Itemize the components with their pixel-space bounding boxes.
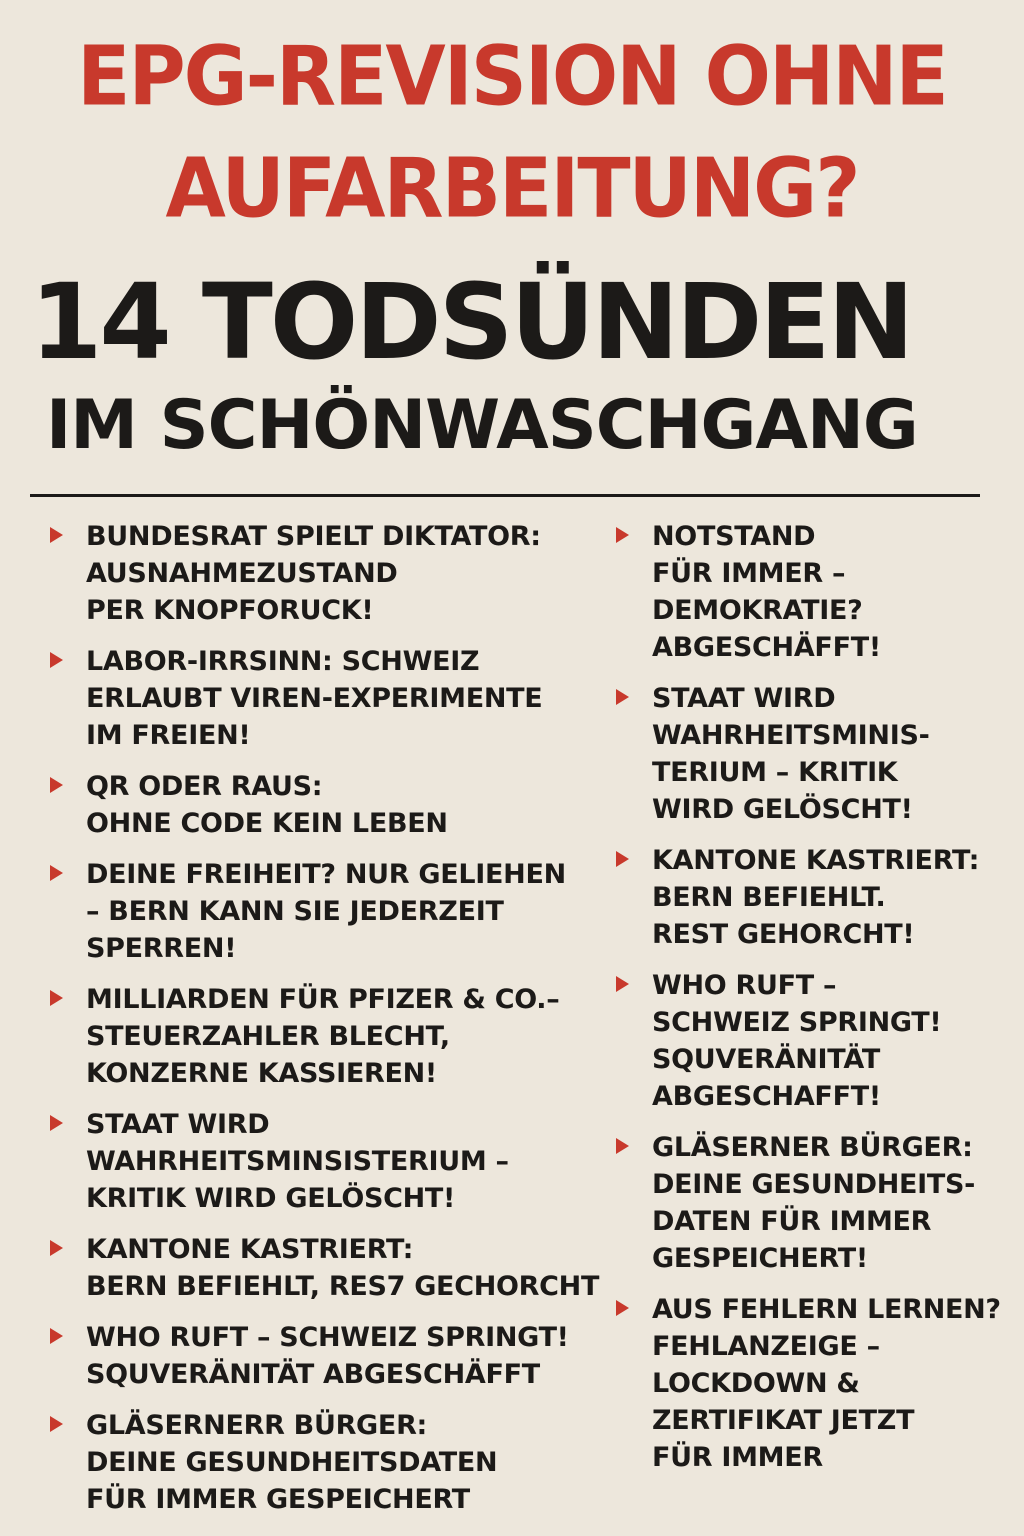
triangle-bullet-icon: [50, 777, 63, 793]
list-item: [50, 981, 610, 1092]
list-item-text: STAAT WIRD WAHRHEITSMINSISTERIUM – KRITIK WIRD GELÖSCHT!: [86, 1109, 509, 1214]
list-item-text: BUNDESRAT SPIELT DIKTATOR: AUSNAHMEZUSTAND PER KNOPFORUCK!: [86, 521, 541, 626]
triangle-bullet-icon: [616, 976, 629, 992]
list-item-text: KANTONE KASTRIERT: BERN BEFIEHLT, RES7 GECHORCHT: [86, 1234, 600, 1302]
list-item: [50, 1319, 610, 1393]
list-item: [50, 856, 610, 967]
list-item-text: LABOR-IRRSINN: SCHWEIZ ERLAUBT VIREN-EXPERIMENTE IM FREIEN!: [86, 646, 543, 751]
main-title: 14 TODSÜNDEN: [30, 261, 912, 383]
triangle-bullet-icon: [50, 1328, 63, 1344]
list-item-text: NOTSTAND FÜR IMMER – DEMOKRATIE? ABGESCHÄFFT!: [652, 521, 881, 663]
triangle-bullet-icon: [616, 851, 629, 867]
triangle-bullet-icon: [616, 1300, 629, 1316]
list-item: [616, 1291, 1001, 1476]
triangle-bullet-icon: [50, 1115, 63, 1131]
sub-title: IM SCHÖNWASCHGANG: [46, 386, 918, 465]
list-item: [616, 518, 1001, 666]
list-item: [616, 680, 1001, 828]
list-item: [50, 518, 610, 629]
list-item-text: MILLIARDEN FÜR PFIZER & CO.– STEUERZAHLER BLECHT, KONZERNE KASSIEREN!: [86, 984, 560, 1089]
triangle-bullet-icon: [50, 652, 63, 668]
list-item: [50, 1407, 610, 1518]
list-item: [50, 1106, 610, 1217]
list-item-text: STAAT WIRD WAHRHEITSMINIS- TERIUM – KRITIK WIRD GELÖSCHT!: [652, 683, 930, 825]
list-item-text: WHO RUFT – SCHWEIZ SPRINGT! SQUVERÄNITÄT ABGESCHAFFT!: [652, 970, 942, 1112]
triangle-bullet-icon: [50, 865, 63, 881]
triangle-bullet-icon: [616, 689, 629, 705]
list-item-text: GLÄSERNER BÜRGER: DEINE GESUNDHEITS- DATEN FÜR IMMER GESPEICHERT!: [652, 1132, 976, 1274]
divider-rule: [30, 494, 980, 497]
right-column: [616, 518, 1001, 1490]
left-column: [50, 518, 610, 1532]
triangle-bullet-icon: [616, 527, 629, 543]
list-item-text: AUS FEHLERN LERNEN? FEHLANZEIGE – LOCKDOWN & ZERTIFIKAT JETZT FÜR IMMER: [652, 1294, 1001, 1473]
triangle-bullet-icon: [50, 1416, 63, 1432]
list-item: [50, 643, 610, 754]
list-item-text: GLÄSERNERR BÜRGER: DEINE GESUNDHEITSDATEN FÜR IMMER GESPEICHERT: [86, 1410, 498, 1515]
list-item: [616, 1129, 1001, 1277]
triangle-bullet-icon: [50, 1240, 63, 1256]
triangle-bullet-icon: [50, 990, 63, 1006]
triangle-bullet-icon: [616, 1138, 629, 1154]
headline-line-2: AUFARBEITUNG?: [165, 141, 859, 237]
list-item-text: DEINE FREIHEIT? NUR GELIEHEN – BERN KANN SIE JEDERZEIT SPERREN!: [86, 859, 566, 964]
list-item: [616, 967, 1001, 1115]
triangle-bullet-icon: [50, 527, 63, 543]
list-item-text: QR ODER RAUS: OHNE CODE KEIN LEBEN: [86, 771, 448, 839]
list-item-text: KANTONE KASTRIERT: BERN BEFIEHLT. REST GEHORCHT!: [652, 845, 980, 950]
list-item: [50, 1231, 610, 1305]
headline-line-1: EPG-REVISION OHNE: [77, 29, 947, 125]
list-item: [616, 842, 1001, 953]
list-item: [50, 768, 610, 842]
list-item-text: WHO RUFT – SCHWEIZ SPRINGT! SQUVERÄNITÄT ABGESCHÄFFT: [86, 1322, 569, 1390]
